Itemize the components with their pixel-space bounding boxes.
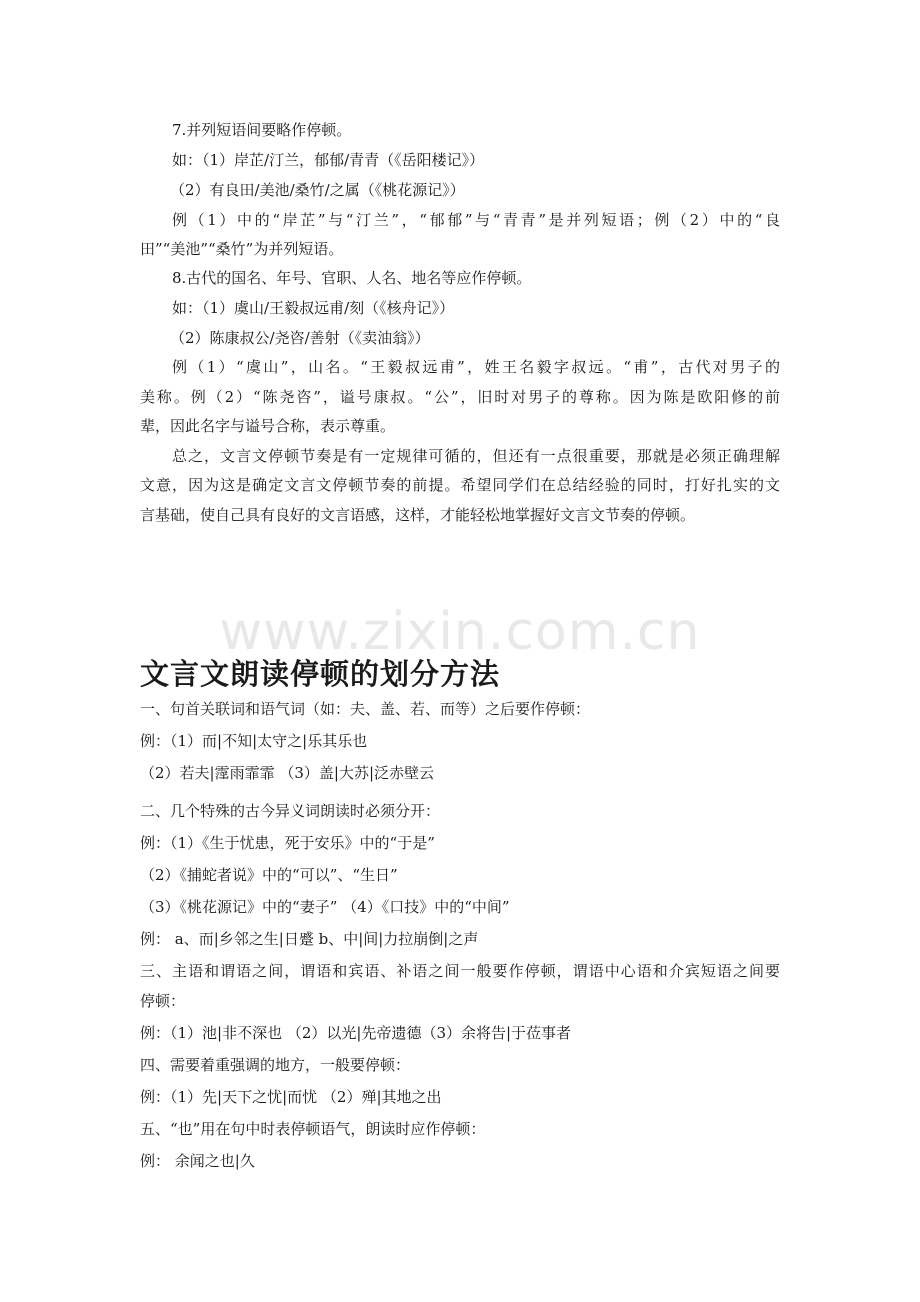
method-1-example-1: 例：（1）而|不知|太守之|乐其乐也	[140, 732, 368, 750]
summary-line-3: 言基础，使自己具有良好的文言语感，这样，才能轻松地掌握好文言文节奏的停顿。	[140, 506, 696, 524]
rule-8-explanation-line-1: 例（1）“虞山”，山名。“王毅叔远甫”，姓王名毅字叔远。“甫”，古代对男子的	[172, 358, 780, 376]
method-2-example-3: （3）《桃花源记》中的“妻子” （4）《口技》中的“中间”	[140, 898, 510, 916]
method-5-heading: 五、“也”用在句中时表停顿语气，朗读时应作停顿：	[140, 1120, 486, 1138]
method-3-example: 例：（1）池|非不深也 （2）以光|先帝遗德（3）余将告|于莅事者	[140, 1024, 572, 1042]
page-title: 文言文朗读停顿的划分方法	[140, 657, 501, 691]
method-2-example-4: 例： a、而|乡邻之生|日蹙 b、中|间|力拉崩倒|之声	[140, 930, 479, 948]
method-3-heading-line-1: 三、主语和谓语之间，谓语和宾语、补语之间一般要作停顿，谓语中心语和介宾短语之间要	[140, 962, 780, 980]
method-2-heading: 二、几个特殊的古今异义词朗读时必须分开：	[140, 802, 441, 820]
rule-7-explanation-line-1: 例（1）中的“岸芷”与“汀兰”，“郁郁”与“青青”是并列短语；例（2）中的“良	[172, 211, 780, 229]
method-2-example-2: （2）《捕蛇者说》中的“可以”、“生日”	[140, 866, 398, 884]
rule-7-example-1: 如：（1）岸芷/汀兰，郁郁/青青（《岳阳楼记》）	[172, 151, 485, 169]
rule-8-heading: 8.古代的国名、年号、官职、人名、地名等应作停顿。	[172, 269, 532, 287]
rule-7-heading: 7.并列短语间要略作停顿。	[172, 121, 352, 139]
method-5-example: 例： 余闻之也|久	[140, 1152, 255, 1170]
method-1-heading: 一、句首关联词和语气词（如：夫、盖、若、而等）之后要作停顿：	[140, 700, 591, 718]
rule-8-example-1: 如：（1）虞山/王毅叔远甫/刻（《核舟记》）	[172, 299, 455, 317]
rule-8-explanation-line-3: 辈，因此名字与谥号合称，表示尊重。	[140, 417, 396, 435]
method-2-example-1: 例：（1）《生于忧患，死于安乐》中的“于是”	[140, 834, 435, 852]
summary-line-1: 总之，文言文停顿节奏是有一定规律可循的，但还有一点很重要，那就是必须正确理解	[172, 447, 780, 465]
summary-line-2: 文意，因为这是确定文言文停顿节奏的前提。希望同学们在总结经验的同时，打好扎实的文	[140, 476, 780, 494]
rule-8-explanation-line-2: 美称。例（2）“陈尧咨”，谥号康叔。“公”，旧时对男子的尊称。因为陈是欧阳修的前	[140, 388, 780, 406]
rule-7-example-2: （2）有良田/美池/桑竹/之属（《桃花源记》）	[170, 181, 465, 199]
rule-7-explanation-line-2: 田”“美池”“桑竹”为并列短语。	[140, 240, 344, 258]
watermark: www.zixin.com.cn	[219, 602, 701, 662]
method-1-example-2: （2）若夫|霪雨霏霏 （3）盖|大苏|泛赤壁云	[140, 764, 435, 782]
method-3-heading-line-2: 停顿：	[140, 992, 186, 1010]
method-4-heading: 四、需要着重强调的地方，一般要停顿：	[140, 1056, 411, 1074]
method-4-example: 例：（1）先|天下之忧|而忧 （2）殚|其地之出	[140, 1088, 442, 1106]
rule-8-example-2: （2）陈康叔公/尧咨/善射（《卖油翁》）	[170, 329, 430, 347]
